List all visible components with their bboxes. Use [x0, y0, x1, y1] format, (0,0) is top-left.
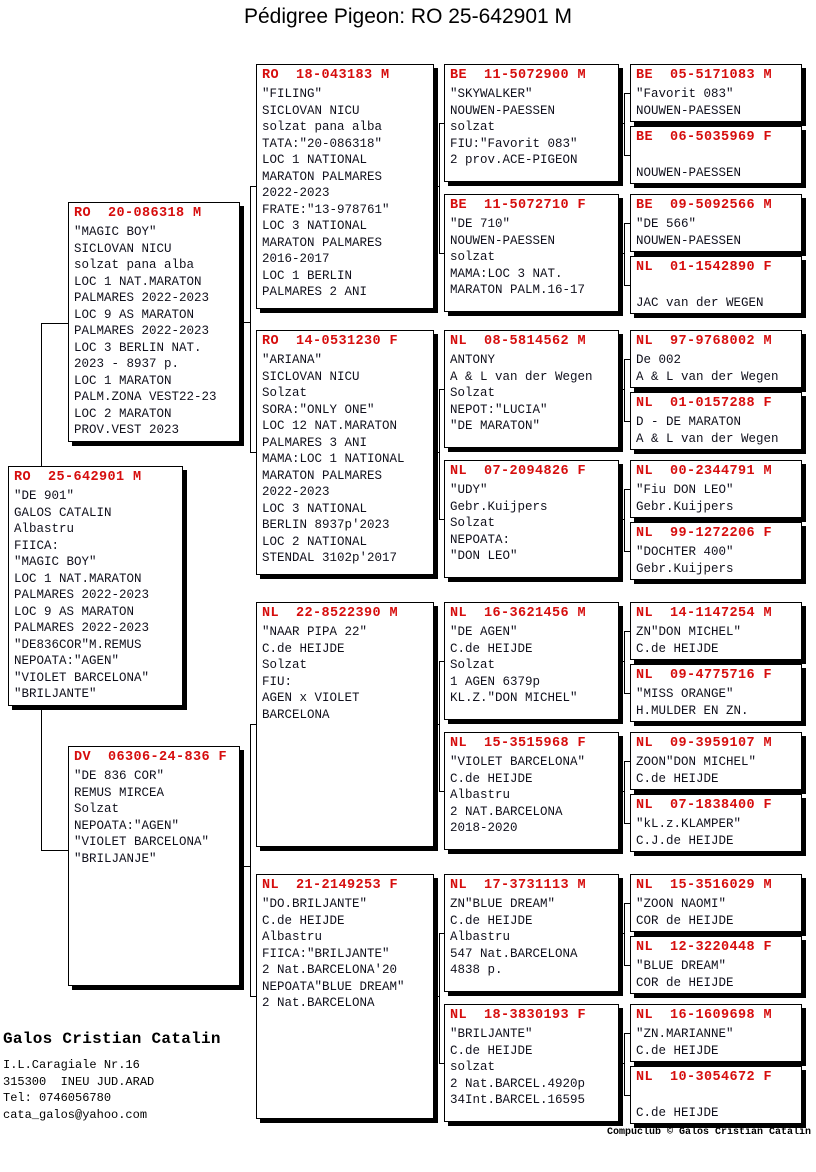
- pedigree-details: "ZN.MARIANNE" C.de HEIJDE: [636, 1027, 734, 1058]
- pedigree-details: "DOCHTER 400" Gebr.Kuijpers: [636, 545, 734, 576]
- ring-number: NL 10-3054672 F: [636, 1070, 773, 1085]
- connector-line: [41, 323, 42, 467]
- box-nl-07-1838400-f: [630, 794, 802, 852]
- pedigree-details: NOUWEN-PAESSEN: [636, 165, 742, 180]
- pedigree-details: "DO.BRILJANTE" C.de HEIJDE Albastru FIICA:"BRILJANTE" 2 Nat.BARCELONA'20 NEPOATA"BLUE DREAM" 2 Nat.BARCELONA: [262, 897, 405, 1010]
- box-nl-18-3830193-f: [444, 1004, 619, 1122]
- ring-number: DV 06306-24-836 F: [74, 750, 228, 765]
- connector-line: [624, 359, 625, 422]
- connector-line: [624, 223, 625, 286]
- box-nl-07-2094826-f: [444, 460, 619, 578]
- page-title: Pédigree Pigeon: RO 25-642901 M: [243, 5, 573, 28]
- box-nl-01-0157288-f: [630, 392, 802, 450]
- box-nl-14-1147254-m: [630, 602, 802, 660]
- connector-line: [624, 903, 625, 966]
- box-nl-17-3731113-m: [444, 874, 619, 992]
- ring-number: BE 06-5035969 F: [636, 130, 773, 145]
- ring-number: NL 09-4775716 F: [636, 668, 773, 683]
- ring-number: NL 08-5814562 M: [450, 334, 587, 349]
- pedigree-details: "ARIANA" SICLOVAN NICU Solzat SORA:"ONLY ONE" LOC 12 NAT.MARATON PALMARES 3 ANI MAMA:LOC 1 NATIONAL MARATON PALMARES 2022-2023 LOC 3 NATIONAL BERLIN 8937p'2023 LOC 2 NATIONAL STENDAL 3102p'2017: [262, 353, 405, 565]
- breeder-contact: [3, 1030, 221, 1123]
- box-dv-06306-24-836-f: [68, 746, 240, 986]
- pedigree-details: ZN"BLUE DREAM" C.de HEIJDE Albastru 547 Nat.BARCELONA 4838 p.: [450, 897, 578, 977]
- box-ro-20-086318-m: [68, 202, 240, 442]
- copyright-footer: Compuclub © Galos Cristian Catalin: [606, 1127, 811, 1138]
- ring-number: NL 21-2149253 F: [262, 878, 399, 893]
- pedigree-details: "SKYWALKER" NOUWEN-PAESSEN solzat FIU:"Favorit 083" 2 prov.ACE-PIGEON: [450, 87, 578, 167]
- ring-number: BE 11-5072900 M: [450, 68, 587, 83]
- pedigree-details: "Fiu DON LEO" Gebr.Kuijpers: [636, 483, 734, 514]
- ring-number: NL 07-2094826 F: [450, 464, 587, 479]
- ring-number: NL 09-3959107 M: [636, 736, 773, 751]
- ring-number: NL 99-1272206 F: [636, 526, 773, 541]
- box-nl-22-8522390-m: [256, 602, 434, 847]
- ring-number: NL 01-0157288 F: [636, 396, 773, 411]
- ring-number: NL 16-3621456 M: [450, 606, 587, 621]
- pedigree-details: C.de HEIJDE: [636, 1105, 719, 1120]
- pedigree-details: "UDY" Gebr.Kuijpers Solzat NEPOATA: "DON LEO": [450, 483, 548, 563]
- ring-number: BE 05-5171083 M: [636, 68, 773, 83]
- ring-number: RO 25-642901 M: [14, 470, 142, 485]
- ring-number: RO 18-043183 M: [262, 68, 390, 83]
- pedigree-details: "VIOLET BARCELONA" C.de HEIJDE Albastru 2 NAT.BARCELONA 2018-2020: [450, 755, 586, 835]
- pedigree-details: "FILING" SICLOVAN NICU solzat pana alba TATA:"20-086318" LOC 1 NATIONAL MARATON PALMARES 2022-2023 FRATE:"13-978761" LOC 3 NATIONAL MARATON PALMARES 2016-2017 LOC 1 BERLIN PALMARES 2 ANI: [262, 87, 390, 299]
- pedigree-details: "Favorit 083" NOUWEN-PAESSEN: [636, 87, 742, 118]
- pedigree-details: ZN"DON MICHEL" C.de HEIJDE: [636, 625, 742, 656]
- box-nl-97-9768002-m: [630, 330, 802, 388]
- ring-number: BE 09-5092566 M: [636, 198, 773, 213]
- ring-number: NL 00-2344791 M: [636, 464, 773, 479]
- ring-number: NL 16-1609698 M: [636, 1008, 773, 1023]
- box-be-11-5072900-m: [444, 64, 619, 182]
- pedigree-details: "MAGIC BOY" SICLOVAN NICU solzat pana alba LOC 1 NAT.MARATON PALMARES 2022-2023 LOC 9 AS MARATON PALMARES 2022-2023 LOC 3 BERLIN NAT. 2023 - 8937 p. LOC 1 MARATON PALM.ZONA VEST22-23 LOC 2 MARATON PROV.VEST 2023: [74, 225, 217, 437]
- box-nl-99-1272206-f: [630, 522, 802, 580]
- box-be-11-5072710-f: [444, 194, 619, 312]
- connector-line: [624, 93, 625, 156]
- connector-line: [439, 389, 440, 520]
- pedigree-details: "DE 836 COR" REMUS MIRCEA Solzat NEPOATA:"AGEN" "VIOLET BARCELONA" "BRILJANJE": [74, 769, 210, 866]
- ring-number: NL 15-3516029 M: [636, 878, 773, 893]
- box-nl-00-2344791-m: [630, 460, 802, 518]
- connector-line: [250, 186, 251, 453]
- box-nl-15-3515968-f: [444, 732, 619, 850]
- connector-line: [624, 761, 625, 824]
- pedigree-details: ZOON"DON MICHEL" C.de HEIJDE: [636, 755, 757, 786]
- breeder-name: Galos Cristian Catalin: [3, 1030, 221, 1048]
- ring-number: NL 14-1147254 M: [636, 606, 773, 621]
- box-ro-18-043183-m: [256, 64, 434, 309]
- box-nl-16-1609698-m: [630, 1004, 802, 1062]
- ring-number: NL 22-8522390 M: [262, 606, 399, 621]
- box-be-09-5092566-m: [630, 194, 802, 252]
- pedigree-details: De 002 A & L van der Wegen: [636, 353, 779, 384]
- box-nl-09-4775716-f: [630, 664, 802, 722]
- box-ro-14-0531230-f: [256, 330, 434, 575]
- connector-line: [624, 1033, 625, 1096]
- ring-number: NL 01-1542890 F: [636, 260, 773, 275]
- box-nl-12-3220448-f: [630, 936, 802, 994]
- ring-number: NL 15-3515968 F: [450, 736, 587, 751]
- pedigree-details: "NAAR PIPA 22" C.de HEIJDE Solzat FIU: AGEN x VIOLET BARCELONA: [262, 625, 368, 722]
- box-be-06-5035969-f: [630, 126, 802, 184]
- connector-line: [250, 724, 251, 997]
- connector-line: [624, 489, 625, 552]
- pedigree-details: "DE 710" NOUWEN-PAESSEN solzat MAMA:LOC 3 NAT. MARATON PALM.16-17: [450, 217, 586, 297]
- box-ro-25-642901-m: [8, 466, 183, 706]
- connector-line: [41, 706, 42, 851]
- connector-line: [41, 323, 68, 324]
- pedigree-details: "MISS ORANGE" H.MULDER EN ZN.: [636, 687, 749, 718]
- pedigree-details: D - DE MARATON A & L van der Wegen: [636, 415, 779, 446]
- pedigree-details: ANTONY A & L van der Wegen Solzat NEPOT:"LUCIA" "DE MARATON": [450, 353, 593, 433]
- box-be-05-5171083-m: [630, 64, 802, 122]
- box-nl-21-2149253-f: [256, 874, 434, 1119]
- box-nl-15-3516029-m: [630, 874, 802, 932]
- pedigree-details: "DE 566" NOUWEN-PAESSEN: [636, 217, 742, 248]
- box-nl-10-3054672-f: [630, 1066, 802, 1124]
- ring-number: RO 14-0531230 F: [262, 334, 399, 349]
- ring-number: BE 11-5072710 F: [450, 198, 587, 213]
- connector-line: [624, 631, 625, 694]
- ring-number: NL 17-3731113 M: [450, 878, 587, 893]
- breeder-address: I.L.Caragiale Nr.16 315300 INEU JUD.ARAD Tel: 0746056780 cata_galos@yahoo.com: [3, 1058, 155, 1122]
- pedigree-details: "BRILJANTE" C.de HEIJDE solzat 2 Nat.BARCEL.4920p 34Int.BARCEL.16595: [450, 1027, 586, 1107]
- connector-line: [439, 933, 440, 1064]
- ring-number: NL 18-3830193 F: [450, 1008, 587, 1023]
- box-nl-16-3621456-m: [444, 602, 619, 720]
- connector-line: [439, 123, 440, 254]
- ring-number: NL 07-1838400 F: [636, 798, 773, 813]
- ring-number: NL 12-3220448 F: [636, 940, 773, 955]
- pedigree-details: "ZOON NAOMI" COR de HEIJDE: [636, 897, 734, 928]
- pedigree-details: "BLUE DREAM" COR de HEIJDE: [636, 959, 734, 990]
- box-nl-09-3959107-m: [630, 732, 802, 790]
- pedigree-details: "DE AGEN" C.de HEIJDE Solzat 1 AGEN 6379p KL.Z."DON MICHEL": [450, 625, 578, 705]
- connector-line: [439, 661, 440, 792]
- connector-line: [41, 850, 68, 851]
- ring-number: RO 20-086318 M: [74, 206, 202, 221]
- box-nl-08-5814562-m: [444, 330, 619, 448]
- ring-number: NL 97-9768002 M: [636, 334, 773, 349]
- box-nl-01-1542890-f: [630, 256, 802, 314]
- pedigree-details: JAC van der WEGEN: [636, 295, 764, 310]
- pedigree-details: "kL.z.KLAMPER" C.J.de HEIJDE: [636, 817, 742, 848]
- pedigree-details: "DE 901" GALOS CATALIN Albastru FIICA: "MAGIC BOY" LOC 1 NAT.MARATON PALMARES 2022-2023 LOC 9 AS MARATON PALMARES 2022-2023 "DE836COR"M.REMUS NEPOATA:"AGEN" "VIOLET BARCELONA" "BRILJANTE": [14, 489, 150, 701]
